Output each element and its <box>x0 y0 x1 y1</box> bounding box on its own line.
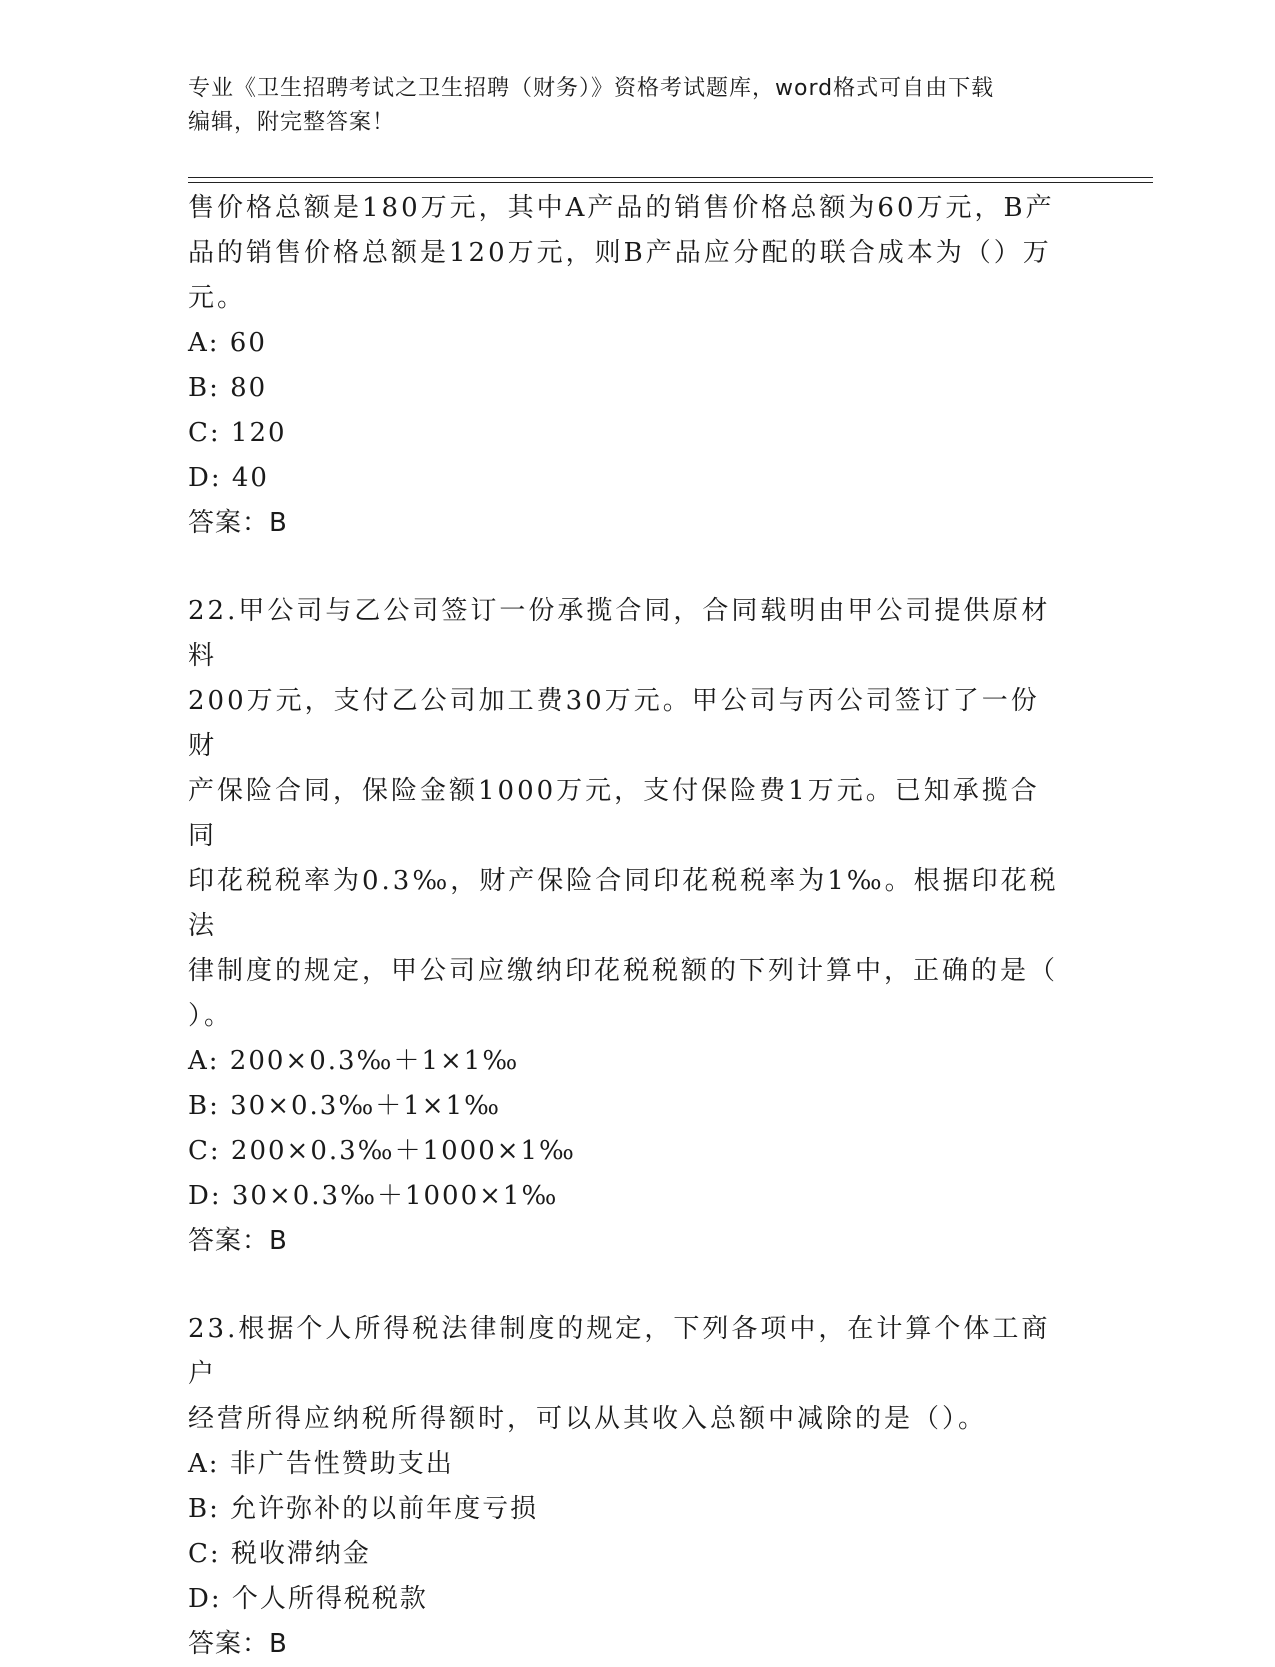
answer: 答案：B <box>188 1629 288 1659</box>
header-divider-top <box>188 177 1153 178</box>
question-stem-line: ）。 <box>188 1001 234 1031</box>
answer: 答案：B <box>188 1226 288 1256</box>
option-b: B: 30×0.3‰＋1×1‰ <box>188 1091 501 1121</box>
question-stem-line: 22.甲公司与乙公司签订一份承揽合同，合同载明由甲公司提供原材料 <box>188 596 1051 671</box>
header-line-2: 编辑，附完整答案！ <box>188 110 396 135</box>
option-c: C: 120 <box>188 418 287 448</box>
question-stem-line: 产保险合同，保险金额1000万元，支付保险费1万元。已知承揽合同 <box>188 776 1040 851</box>
option-a: A: 非广告性赞助支出 <box>188 1449 454 1479</box>
question-stem-line: 品的销售价格总额是120万元，则B产品应分配的联合成本为（）万 <box>188 238 1052 268</box>
option-a: A: 60 <box>188 328 267 358</box>
header-line-1: 专业《卫生招聘考试之卫生招聘（财务）》资格考试题库，word格式可自由下载 <box>188 76 995 101</box>
question-23 <box>188 1307 1068 1667</box>
document-header <box>188 72 1088 140</box>
question-stem-line: 售价格总额是180万元，其中A产品的销售价格总额为60万元，B产 <box>188 193 1055 223</box>
option-d: D: 个人所得税税款 <box>188 1584 428 1614</box>
question-21 <box>188 186 1068 546</box>
question-stem-line: 元。 <box>188 283 247 313</box>
header-divider-bottom <box>188 182 1153 183</box>
question-stem-line: 23.根据个人所得税法律制度的规定，下列各项中，在计算个体工商户 <box>188 1314 1051 1389</box>
option-c: C: 税收滞纳金 <box>188 1539 371 1569</box>
document-body <box>188 186 1068 1667</box>
option-d: D: 40 <box>188 463 269 493</box>
option-b: B: 80 <box>188 373 268 403</box>
option-a: A: 200×0.3‰＋1×1‰ <box>188 1046 520 1076</box>
question-stem-line: 印花税税率为0.3‰，财产保险合同印花税税率为1‰。根据印花税法 <box>188 866 1059 941</box>
answer: 答案：B <box>188 508 288 538</box>
question-22 <box>188 589 1068 1264</box>
question-stem-line: 200万元，支付乙公司加工费30万元。甲公司与丙公司签订了一份财 <box>188 686 1040 761</box>
option-b: B: 允许弥补的以前年度亏损 <box>188 1494 539 1524</box>
question-stem-line: 经营所得应纳税所得额时，可以从其收入总额中减除的是（）。 <box>188 1404 988 1434</box>
question-stem-line: 律制度的规定，甲公司应缴纳印花税税额的下列计算中，正确的是（ <box>188 956 1059 986</box>
option-c: C: 200×0.3‰＋1000×1‰ <box>188 1136 576 1166</box>
option-d: D: 30×0.3‰＋1000×1‰ <box>188 1181 559 1211</box>
